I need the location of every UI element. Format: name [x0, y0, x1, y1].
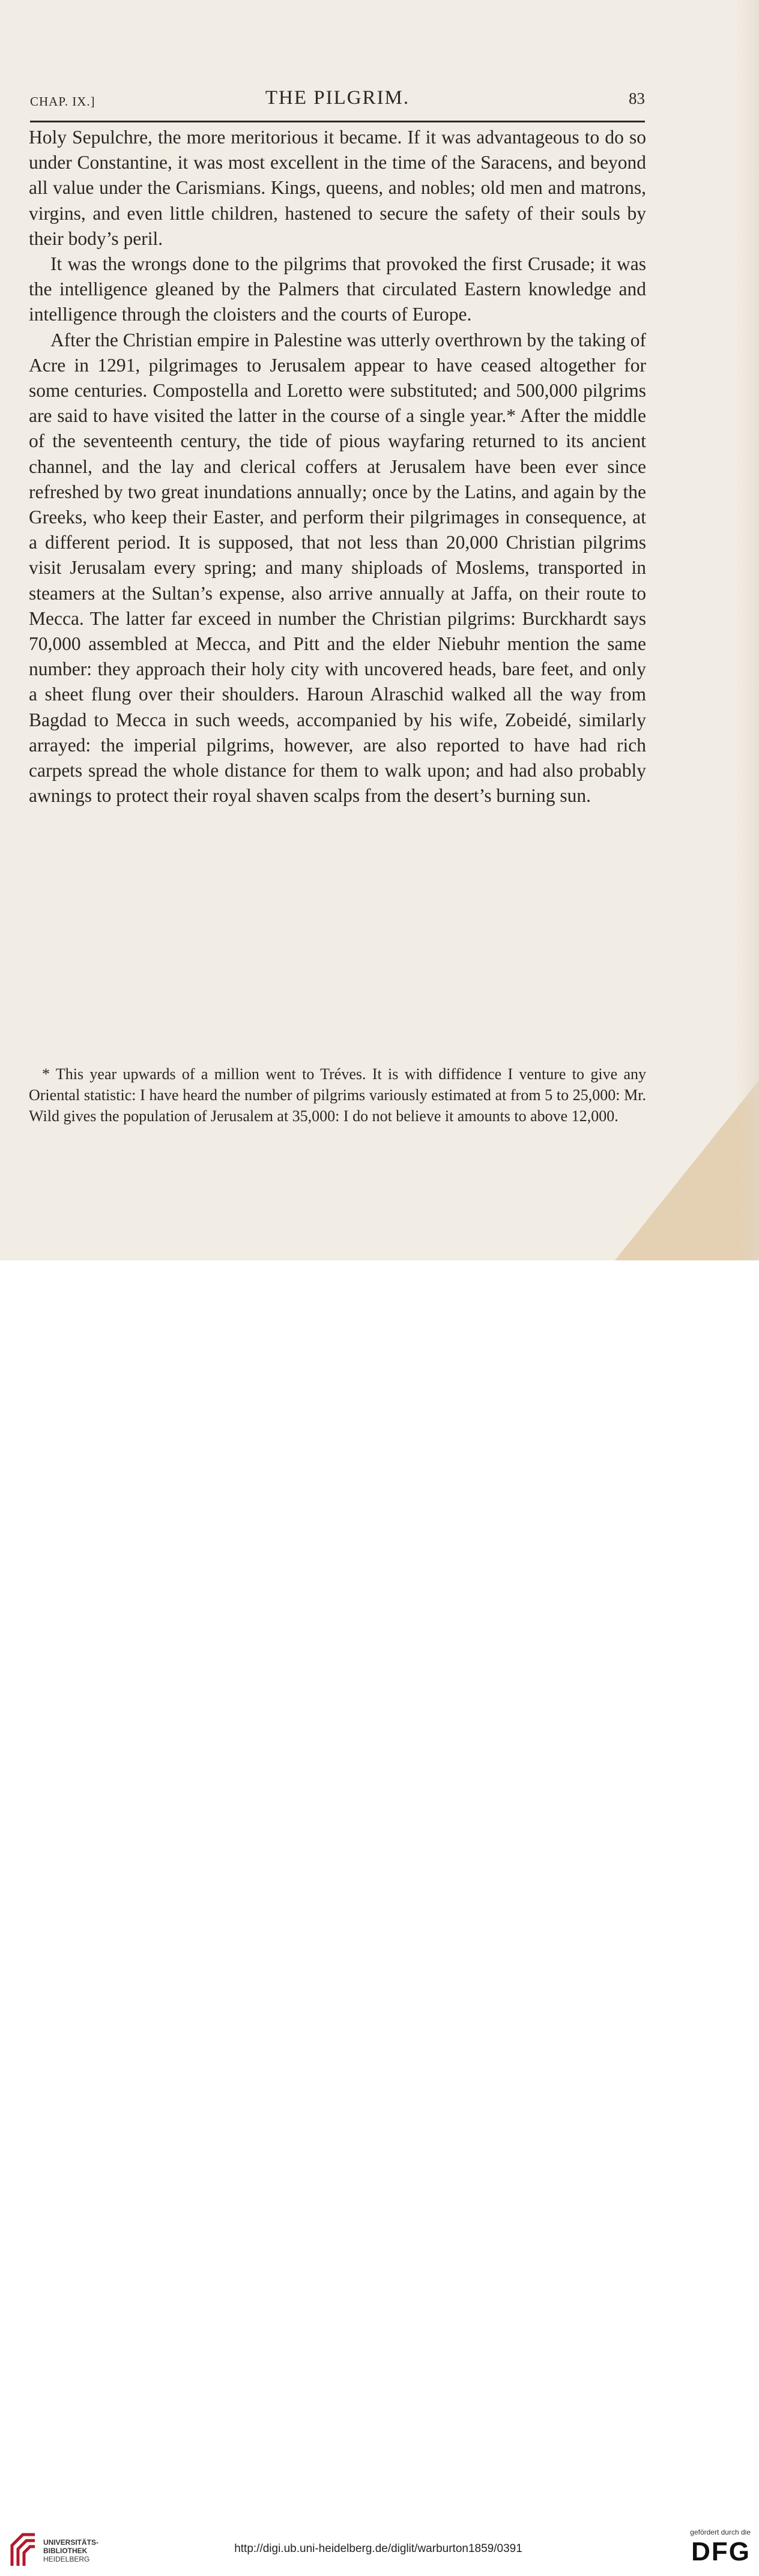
library-name-line2: BIBLIOTHEK [43, 2547, 88, 2555]
body-text [29, 125, 646, 808]
book-page [0, 0, 759, 1260]
header-rule [30, 121, 645, 122]
paragraph: It was the wrongs done to the pilgrims that provoked the first Crusade; it was the intelligence gleaned by the Palmers that circulated Eastern knowledge and intelligence through the cloisters and the courts of Europe. [29, 253, 646, 325]
page-title: THE PILGRIM. [265, 87, 410, 109]
running-head [30, 87, 645, 111]
page-number: 83 [629, 89, 645, 107]
library-emblem-icon [8, 2531, 38, 2567]
library-name-line3: HEIDELBERG [43, 2555, 90, 2563]
chapter-label: CHAP. IX.] [30, 94, 95, 109]
funded-by-label: gefördert durch die [690, 2528, 751, 2536]
viewer-footer [0, 1260, 759, 2566]
library-name-line1: UNIVERSITÄTS- [43, 2538, 99, 2547]
paragraph: After the Christian empire in Palestine was utterly overthrown by the taking of Acre in 1291, pilgrimages to Jerusalem appear to have ceased altogether for some centuries. Compostella and Loretto were substituted; and 500,000 pilgrims are said to have visited the latter in the course of a single year.* After the middle of the seventeenth century, the tide of pious wayfaring returned to its ancient channel, and the lay and clerical coffers at Jerusalem have been ever since refreshed by two great inundations annually; once by the Latins, and again by the Greeks, who keep their Easter, and perform their pilgrimages in consequence, at a different period. It is supposed, that not less than 20,000 Christian pilgrims visit Jerusalam every spring; and many shiploads of Moslems, transported in steamers at the Sultan’s expense, also arrive annually at Jaffa, on their route to Mecca. The latter far exceed in number the Christian pilgrims: Burckhardt says 70,000 assembled at Mecca, and Pitt and the elder Niebuhr mention the same number: they approach their holy city with uncovered heads, bare feet, and only a sheet flung over their shoulders. Haroun Alraschid walked all the way from Bagdad to Mecca in such weeds, accompanied by his wife, Zobeidé, similarly arrayed: the imperial pilgrims, however, are also reported to have had rich carpets spread the whole distance for them to walk upon; and had also probably awnings to protect their royal shaven scalps from the desert’s burning sun. [29, 329, 647, 807]
dfg-wordmark: DFG [691, 2537, 751, 2566]
paragraph: Holy Sepulchre, the more meritorious it became. If it was advantageous to do so under Constantine, it was most excellent in the time of the Saracens, and beyond all value under the Carismians. Kings, queens, and nobles; old men and matrons, virgins, and even little children, hastened to secure the safety of their souls by their body’s peril. [29, 127, 646, 249]
permalink[interactable]: http://digi.ub.uni-heidelberg.de/diglit/warburton1859/0391 [234, 2542, 522, 2555]
library-logo[interactable] [8, 2531, 141, 2567]
dfg-logo[interactable] [679, 2528, 751, 2576]
footnote: * This year upwards of a million went to Tréves. It is with diffidence I venture to give any Oriental statistic: I have heard the number of pilgrims variously estimated at from 5 to 25,000: Mr. Wild gives the population of Jerusalem at 35,000: I do not believe it amounts to above 12,000. [29, 1065, 646, 1125]
